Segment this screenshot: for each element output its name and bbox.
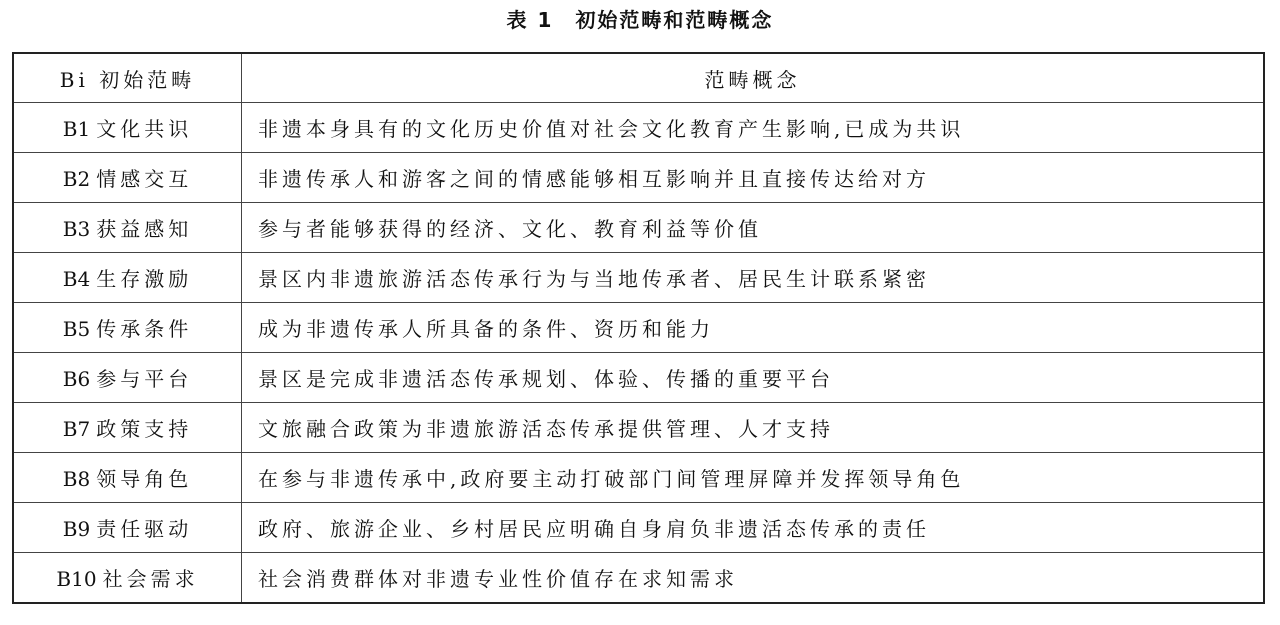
category-cell [13, 303, 242, 353]
concept-cell: 景区内非遗旅游活态传承行为与当地传承者、居民生计联系紧密 [242, 253, 1265, 303]
category-name: 获益感知 [96, 217, 193, 241]
table-header-row [13, 53, 1264, 103]
category-code: B5 [62, 317, 91, 341]
category-cell [13, 503, 242, 553]
table-row [13, 453, 1264, 503]
concept-cell: 政府、旅游企业、乡村居民应明确自身肩负非遗活态传承的责任 [242, 503, 1265, 553]
header-initial-category: Bi 初始范畴 [13, 53, 242, 103]
concept-cell: 参与者能够获得的经济、文化、教育利益等价值 [242, 203, 1265, 253]
table-title: 初始范畴和范畴概念 [575, 8, 774, 32]
concept-cell: 成为非遗传承人所具备的条件、资历和能力 [242, 303, 1265, 353]
category-code: B1 [62, 117, 91, 141]
category-cell [13, 253, 242, 303]
category-code: B7 [62, 417, 91, 441]
concept-cell: 非遗本身具有的文化历史价值对社会文化教育产生影响,已成为共识 [242, 103, 1265, 153]
category-name: 责任驱动 [96, 517, 193, 541]
category-code: B10 [56, 567, 97, 591]
concept-cell: 在参与非遗传承中,政府要主动打破部门间管理屏障并发挥领导角色 [242, 453, 1265, 503]
category-name: 政策支持 [96, 417, 193, 441]
category-name: 传承条件 [96, 317, 193, 341]
table-caption [0, 4, 1280, 36]
header-category-concept: 范畴概念 [242, 53, 1265, 103]
category-cell [13, 553, 242, 604]
table-row [13, 403, 1264, 453]
category-name: 领导角色 [96, 467, 193, 491]
category-cell [13, 353, 242, 403]
category-code: B4 [62, 267, 91, 291]
concept-cell: 文旅融合政策为非遗旅游活态传承提供管理、人才支持 [242, 403, 1265, 453]
concept-cell: 非遗传承人和游客之间的情感能够相互影响并且直接传达给对方 [242, 153, 1265, 203]
category-cell [13, 453, 242, 503]
category-code: B6 [62, 367, 91, 391]
category-cell [13, 103, 242, 153]
category-cell [13, 203, 242, 253]
category-name: 情感交互 [96, 167, 193, 191]
table-row [13, 153, 1264, 203]
category-name: 文化共识 [96, 117, 193, 141]
category-cell [13, 403, 242, 453]
category-code: B9 [62, 517, 91, 541]
table-row [13, 253, 1264, 303]
category-code: B8 [62, 467, 91, 491]
category-name: 参与平台 [96, 367, 193, 391]
table-row [13, 353, 1264, 403]
table-row [13, 553, 1264, 604]
table-row [13, 503, 1264, 553]
category-name: 生存激励 [96, 267, 193, 291]
table-number: 表 1 [506, 8, 554, 32]
table-row [13, 203, 1264, 253]
category-cell [13, 153, 242, 203]
concept-cell: 景区是完成非遗活态传承规划、体验、传播的重要平台 [242, 353, 1265, 403]
category-code: B3 [62, 217, 91, 241]
table-body [13, 103, 1264, 604]
concept-cell: 社会消费群体对非遗专业性价值存在求知需求 [242, 553, 1265, 604]
category-code: B2 [62, 167, 91, 191]
table-row [13, 303, 1264, 353]
category-name: 社会需求 [102, 567, 199, 591]
table-row [13, 103, 1264, 153]
category-table [12, 52, 1265, 604]
